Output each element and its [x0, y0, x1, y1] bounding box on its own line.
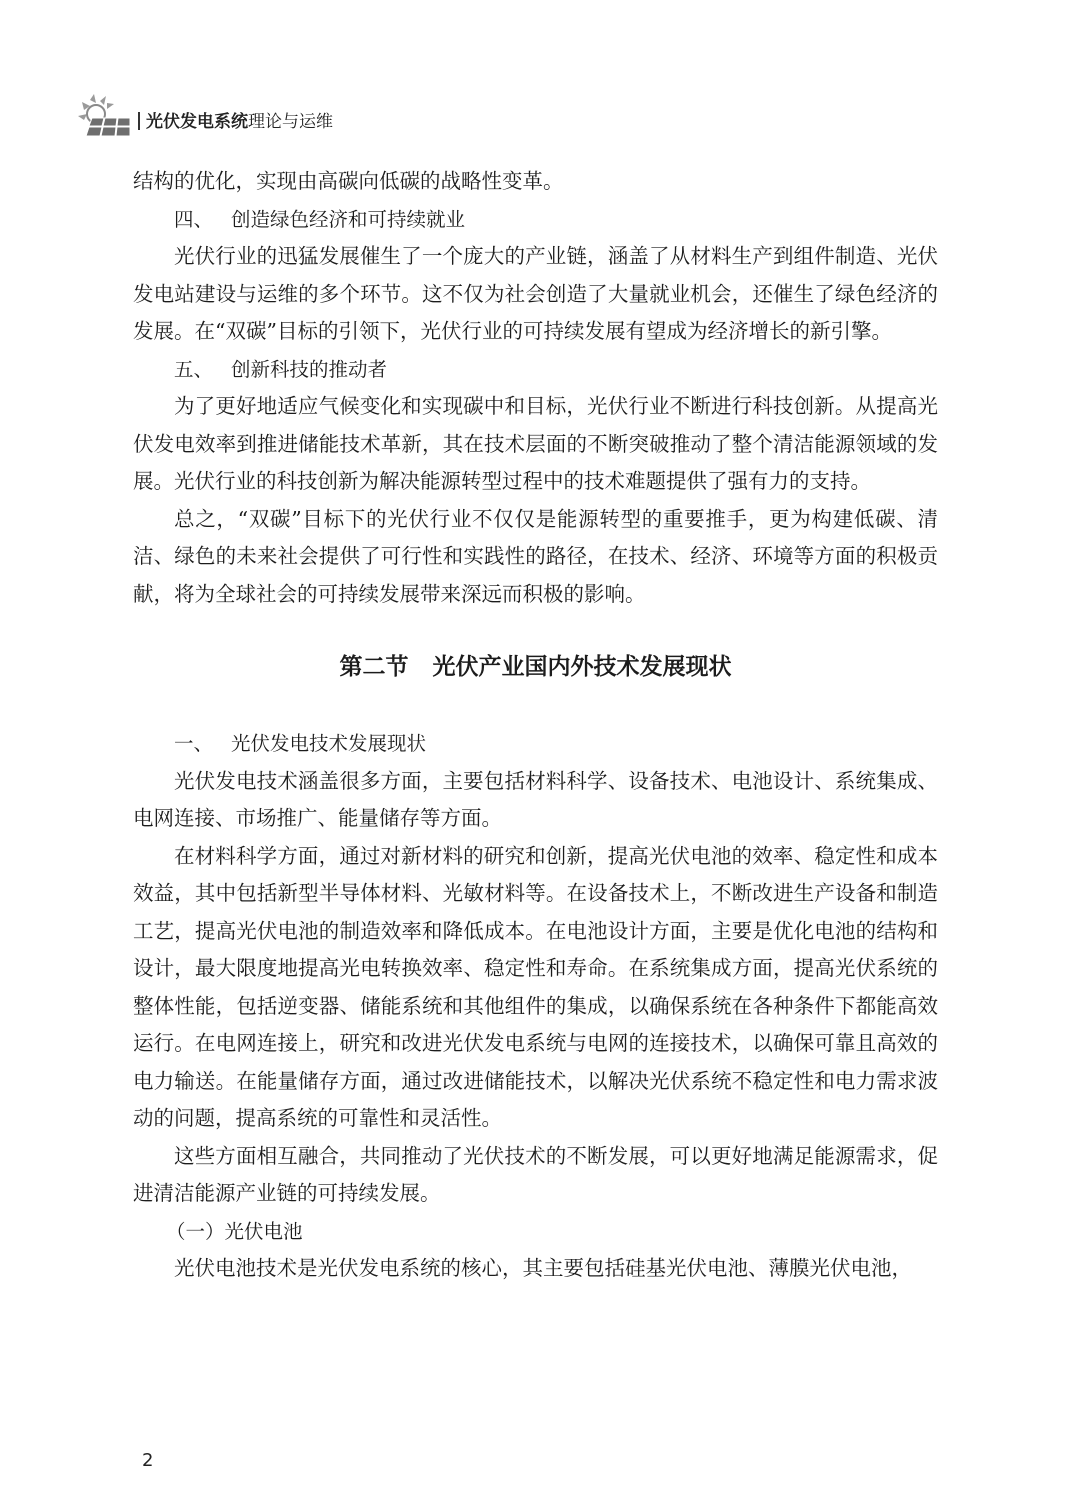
running-header [76, 92, 976, 138]
paragraph: 结构的优化，实现由高碳向低碳的战略性变革。 [133, 169, 564, 193]
solar-panel-sun-icon [76, 92, 132, 138]
paragraph: 这些方面相互融合，共同推动了光伏技术的不断发展，可以更好地满足能源需求，促进清洁能源产业链的可持续发展。 [133, 1143, 938, 1205]
paragraph: 为了更好地适应气候变化和实现碳中和目标，光伏行业不断进行科技创新。从提高光伏发电效率到推进储能技术革新，其在技术层面的不断突破推动了整个清洁能源领域的发展。光伏行业的科技创新为解决能源转型过程中的技术难题提供了强有力的支持。 [133, 394, 938, 493]
paragraph: 光伏电池技术是光伏发电系统的核心，其主要包括硅基光伏电池、薄膜光伏电池， [174, 1256, 912, 1280]
heading-number: 四、 [174, 207, 214, 231]
section-heading: 光伏产业国内外技术发展现状 [432, 653, 732, 680]
subheading-pv-cell: （一）光伏电池 [166, 1219, 303, 1243]
heading-5 [133, 351, 938, 389]
spacer [133, 613, 938, 647]
heading-text: 光伏发电技术发展现状 [231, 732, 427, 755]
heading-4 [133, 201, 938, 239]
paragraph: 光伏发电技术涵盖很多方面，主要包括材料科学、设备技术、电池设计、系统集成、电网连接、市场推广、能量储存等方面。 [133, 768, 938, 830]
paragraph: 总之，“双碳”目标下的光伏行业不仅仅是能源转型的重要推手，更为构建低碳、清洁、绿色的未来社会提供了可行性和实践性的路径，在技术、经济、环境等方面的积极贡献，将为全球社会的可持续发展带来深远而积极的影响。 [133, 506, 938, 606]
paragraph: 光伏行业的迅猛发展催生了一个庞大的产业链，涵盖了从材料生产到组件制造、光伏发电站建设与运维的多个环节。这不仅为社会创造了大量就业机会，还催生了绿色经济的发展。在“双碳”目标的引领下，光伏行业的可持续发展有望成为经济增长的新引擎。 [133, 244, 938, 343]
heading-text: 创新科技的推动者 [231, 357, 388, 381]
page-body [133, 163, 938, 1288]
paragraph: 在材料科学方面，通过对新材料的研究和创新，提高光伏电池的效率、稳定性和成本效益，其中包括新型半导体材料、光敏材料等。在设备技术上，不断改进生产设备和制造工艺，提高光伏电池的制造效率和降低成本。在电池设计方面，主要是优化电池的结构和设计，最大限度地提高光电转换效率、稳定性和寿命。在系统集成方面，提高光伏系统的整体性能，包括逆变器、储能系统和其他组件的集成，以确保系统在各种条件下都能高效运行。在电网连接上，研究和改进光伏发电系统与电网的连接技术，以确保可靠且高效的电力输送。在能量储存方面，通过改进储能技术，以解决光伏系统不稳定性和电力需求波动的问题，提高系统的可靠性和灵活性。 [133, 843, 938, 1130]
book-title-main: 光伏发电系统 [146, 112, 248, 132]
heading-number: 五、 [174, 357, 214, 381]
section-title [133, 647, 938, 687]
spacer [133, 687, 938, 725]
book-title-sub: 理论与运维 [248, 112, 333, 132]
page-number: 2 [142, 1450, 154, 1471]
heading-1 [133, 725, 938, 763]
running-header-title [138, 107, 333, 132]
heading-number: 一、 [174, 732, 214, 755]
heading-text: 创造绿色经济和可持续就业 [231, 207, 466, 231]
header-divider [138, 112, 140, 130]
section-number: 第二节 [339, 653, 409, 680]
